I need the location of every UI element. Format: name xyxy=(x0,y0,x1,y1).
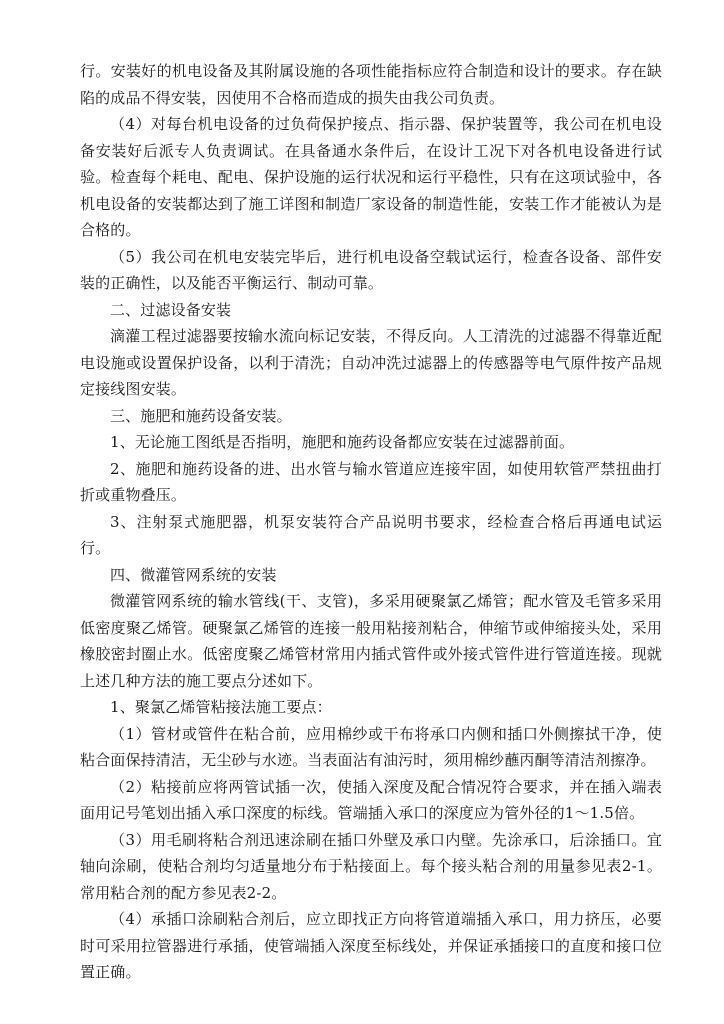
paragraph-filter-install: 滴灌工程过滤器要按输水流向标记安装，不得反向。人工清洗的过滤器不得靠近配电设施或设置保护设备，以利于清洗；自动冲洗过滤器上的传感器等电气原件按产品规定接线图安装。 xyxy=(80,327,662,398)
paragraph-item-5: （5）我公司在机电安装完毕后，进行机电设备空载试运行，检查各设备、部件安装的正确性，以及能否平衡运行、制动可靠。 xyxy=(80,247,662,292)
paragraph-continuation: 行。安装好的机电设备及其附属设施的各项性能指标应符合制造和设计的要求。存在缺陷的成品不得安装，因使用不合格而造成的损失由我公司负责。 xyxy=(80,62,662,107)
section-heading-pipe-network: 四、微灌管网系统的安装 xyxy=(110,565,277,584)
paragraph-fertilizer-1: 1、无论施工图纸是否指明，施肥和施药设备都应安装在过滤器前面。 xyxy=(110,433,575,451)
paragraph-pipe-network-intro: 微灌管网系统的输水管线(干、支管)，多采用硬聚氯乙烯管；配水管及毛管多采用低密度聚乙烯管。硬聚氯乙烯管的连接一般用粘接剂粘合，伸缩节或伸缩接头处，采用橡胶密封圈止水。低密度聚乙烯管材常用内插式管件或外接式管件进行管道连接。现就上述几种方法的施工要点分述如下。 xyxy=(80,592,662,690)
paragraph-bonding-step-1: （1）管材或管件在粘合前，应用棉纱或干布将承口内侧和插口外侧擦拭干净，使粘合面保持清洁，无尘砂与水迹。当表面沾有油污时，须用棉纱蘸丙酮等清洁剂擦净。 xyxy=(80,724,662,769)
paragraph-fertilizer-2: 2、施肥和施药设备的进、出水管与输水管道应连接牢固，如使用软管严禁扭曲打折或重物叠压。 xyxy=(80,459,662,504)
paragraph-bonding-step-3: （3）用毛刷将粘合剂迅速涂刷在插口外壁及承口内壁。先涂承口，后涂插口。宜轴向涂刷，使粘合剂均匀适量地分布于粘接面上。每个接头粘合剂的用量参见表2-1。常用粘合剂的配方参见表2-2。 xyxy=(80,830,662,902)
section-heading-filter-install: 二、过滤设备安装 xyxy=(110,300,232,319)
paragraph-fertilizer-3: 3、注射泵式施肥器，机泵安装符合产品说明书要求，经检查合格后再通电试运行。 xyxy=(80,512,662,557)
paragraph-item-4: （4）对每台机电设备的过负荷保护接点、指示器、保护装置等，我公司在机电设备安装好后派专人负责调试。在具备通水条件后，在设计工况下对各机电设备进行试验。检查每个耗电、配电、保护设施的运行状况和运行平稳性，只有在这项试验中，各机电设备的安装都达到了施工详图和制造厂家设备的制造性能，安装工作才能被认为是合格的。 xyxy=(80,115,662,239)
paragraph-pvc-bonding-title: 1、聚氯乙烯管粘接法施工要点： xyxy=(110,698,332,716)
paragraph-bonding-step-4: （4）承插口涂刷粘合剂后，应立即找正方向将管道端插入承口，用力挤压，必要时可采用拉管器进行承插，使管端插入深度至标线处，并保证承插接口的直度和接口位置正确。 xyxy=(80,910,662,981)
paragraph-bonding-step-2: （2）粘接前应将两管试插一次，使插入深度及配合情况符合要求，并在插入端表面用记号笔划出插入承口深度的标线。管端插入承口的深度应为管外径的1～1.5倍。 xyxy=(80,777,662,822)
section-heading-fertilizer-install: 三、施肥和施药设备安装。 xyxy=(110,406,292,425)
